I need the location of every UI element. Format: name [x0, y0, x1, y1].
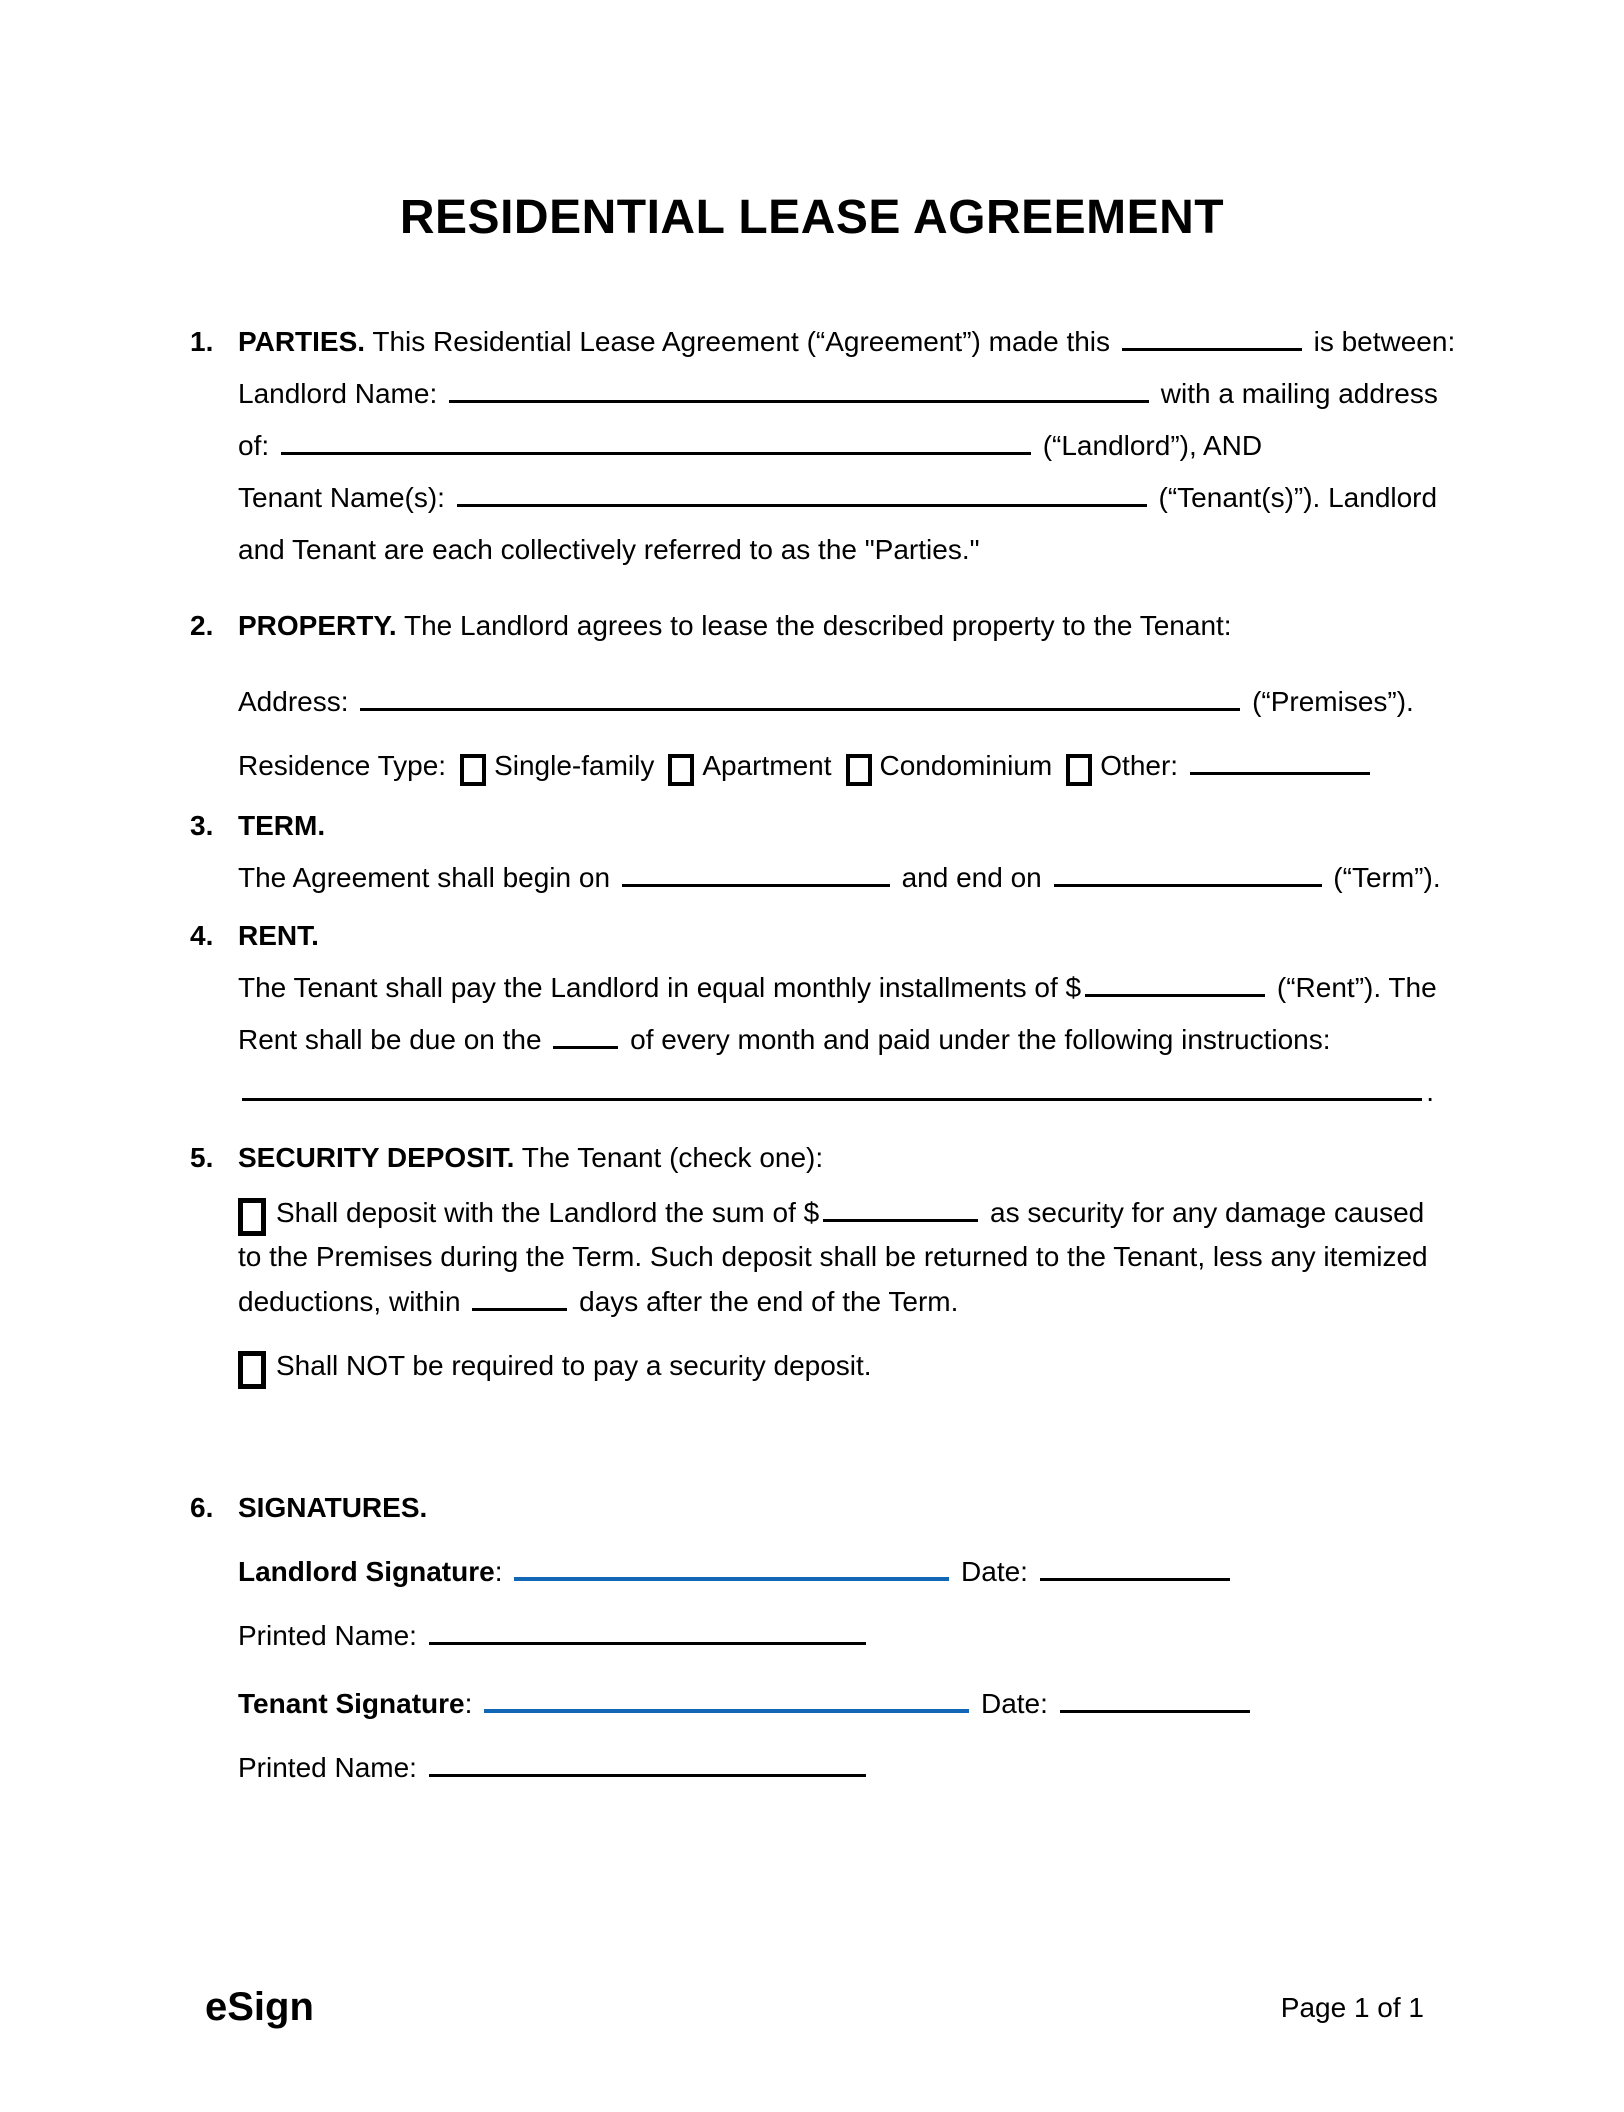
landlord-signature-field[interactable] — [514, 1549, 949, 1581]
deposit-days-blank — [472, 1279, 567, 1311]
section-heading: RENT. — [238, 920, 319, 951]
tenant-signature-label: Tenant Signature — [238, 1688, 465, 1719]
landlord-printed-name-row — [238, 1610, 1434, 1662]
rent-amount-line — [238, 962, 1437, 1014]
deposit-option-1 — [238, 1190, 1434, 1324]
landlord-name-blank — [449, 371, 1149, 403]
term-heading-line — [238, 800, 1434, 852]
deposit-heading-line — [238, 1132, 1434, 1184]
printed-name-label: Printed Name: — [238, 1752, 417, 1783]
other-checkbox[interactable] — [1066, 754, 1092, 786]
rent-amount-after: (“Rent”). The — [1276, 972, 1437, 1003]
address-after: (“Premises”). — [1252, 686, 1414, 717]
landlord-name-line — [238, 368, 1438, 420]
page-footer — [205, 1985, 1424, 2030]
address-line — [238, 676, 1434, 728]
section-parties — [190, 316, 1456, 576]
deposit-option1-text-c: deductions, within — [238, 1286, 461, 1317]
tenant-date-blank — [1060, 1681, 1250, 1713]
page-title: RESIDENTIAL LEASE AGREEMENT — [399, 191, 1225, 244]
payment-instructions-line — [238, 1066, 1434, 1118]
section-number: 6. — [190, 1492, 214, 1523]
section-heading: TERM. — [238, 810, 326, 841]
residence-type-label: Residence Type: — [238, 750, 447, 781]
rent-due-day-blank — [553, 1017, 618, 1049]
section-signatures — [190, 1482, 1434, 1794]
section-security-deposit — [190, 1132, 1434, 1392]
landlord-name-label: Landlord Name: — [238, 378, 438, 409]
term-start-date-blank — [622, 855, 890, 887]
of-label: of: — [238, 430, 270, 461]
landlord-address-line — [238, 420, 1434, 472]
of-after: (“Landlord”), AND — [1042, 430, 1263, 461]
rent-due-text: Rent shall be due on the — [238, 1024, 542, 1055]
single-family-label: Single-family — [494, 750, 655, 781]
document-content — [190, 316, 1456, 1794]
tenant-signature-row — [238, 1678, 1434, 1730]
no-deposit-checkbox[interactable] — [238, 1351, 266, 1389]
tenant-name-line — [238, 472, 1438, 524]
deposit-option1-text-b: as security for any damage caused — [990, 1197, 1425, 1228]
signatures-heading-line — [238, 1482, 1434, 1534]
deposit-option2-text: Shall NOT be required to pay a security deposit. — [276, 1350, 872, 1381]
parties-closing-line: and Tenant are each collectively referred to as the "Parties." — [238, 534, 980, 565]
section-heading: PROPERTY. — [238, 610, 397, 641]
landlord-signature-label: Landlord Signature — [238, 1556, 495, 1587]
term-begin-text: The Agreement shall begin on — [238, 862, 611, 893]
tenant-signature-field[interactable] — [484, 1681, 969, 1713]
address-blank — [360, 679, 1240, 711]
printed-name-label: Printed Name: — [238, 1620, 417, 1651]
parties-intro-after: is between: — [1313, 326, 1456, 357]
page-number: Page 1 of 1 — [1280, 1991, 1424, 2023]
deposit-option1-line2: to the Premises during the Term. Such deposit shall be returned to the Tenant, less any itemized — [238, 1241, 1428, 1272]
landlord-date-blank — [1040, 1549, 1230, 1581]
other-residence-blank — [1190, 743, 1370, 775]
tenant-printed-name-row — [238, 1742, 1434, 1794]
deposit-option1-text-a: Shall deposit with the Landlord the sum of $ — [276, 1197, 820, 1228]
payment-instructions-blank — [242, 1069, 1422, 1101]
parties-intro-line — [238, 316, 1456, 368]
landlord-address-blank — [281, 423, 1031, 455]
rent-due-line — [238, 1014, 1434, 1066]
term-middle-text: and end on — [901, 862, 1042, 893]
deposit-sum-blank — [823, 1190, 978, 1222]
section-number: 4. — [190, 920, 214, 951]
instructions-period: . — [1426, 1076, 1434, 1107]
section-term — [190, 800, 1441, 904]
tenant-name-after: (“Tenant(s)”). Landlord — [1158, 482, 1438, 513]
rent-heading-line — [238, 910, 1434, 962]
deposit-option-2 — [238, 1340, 1434, 1392]
section-heading: SECURITY DEPOSIT. — [238, 1142, 515, 1173]
landlord-signature-row — [238, 1546, 1434, 1598]
section-number: 5. — [190, 1142, 214, 1173]
section-property — [190, 600, 1434, 792]
section-number: 1. — [190, 326, 214, 357]
landlord-name-after: with a mailing address — [1160, 378, 1438, 409]
property-heading-line — [238, 600, 1434, 652]
address-label: Address: — [238, 686, 349, 717]
other-label: Other: — [1100, 750, 1179, 781]
section-number: 3. — [190, 810, 214, 841]
made-this-date-blank — [1122, 319, 1302, 351]
deposit-required-checkbox[interactable] — [238, 1198, 266, 1236]
apartment-label: Apartment — [702, 750, 832, 781]
date-label: Date: — [961, 1556, 1028, 1587]
section-rent — [190, 910, 1437, 1118]
landlord-printed-name-blank — [429, 1613, 866, 1645]
term-after-text: (“Term”). — [1333, 862, 1441, 893]
deposit-option1-line3 — [238, 1279, 1434, 1324]
rent-due-after: of every month and paid under the following instructions: — [630, 1024, 1331, 1055]
section-number: 2. — [190, 610, 214, 641]
deposit-heading-rest: The Tenant (check one): — [521, 1142, 824, 1173]
residence-type-line — [238, 740, 1434, 792]
section-heading: SIGNATURES. — [238, 1492, 428, 1523]
property-heading-rest: The Landlord agrees to lease the described property to the Tenant: — [403, 610, 1232, 641]
condominium-checkbox[interactable] — [846, 754, 872, 786]
single-family-checkbox[interactable] — [460, 754, 486, 786]
rent-amount-text: The Tenant shall pay the Landlord in equal monthly installments of $ — [238, 972, 1082, 1003]
section-heading: PARTIES. — [238, 326, 366, 357]
term-dates-line — [238, 852, 1441, 904]
label-colon: : — [494, 1556, 503, 1587]
tenant-name-label: Tenant Name(s): — [238, 482, 445, 513]
tenant-printed-name-blank — [429, 1745, 866, 1777]
tenant-name-blank — [457, 475, 1147, 507]
esign-logo: eSign — [205, 1985, 314, 2029]
parties-intro-text: This Residential Lease Agreement (“Agreement”) made this — [372, 326, 1111, 357]
date-label: Date: — [980, 1688, 1048, 1719]
deposit-option1-text-d: days after the end of the Term. — [579, 1286, 959, 1317]
term-end-date-blank — [1054, 855, 1322, 887]
condominium-label: Condominium — [879, 750, 1053, 781]
label-colon: : — [464, 1688, 473, 1719]
apartment-checkbox[interactable] — [668, 754, 694, 786]
rent-amount-blank — [1085, 965, 1265, 997]
